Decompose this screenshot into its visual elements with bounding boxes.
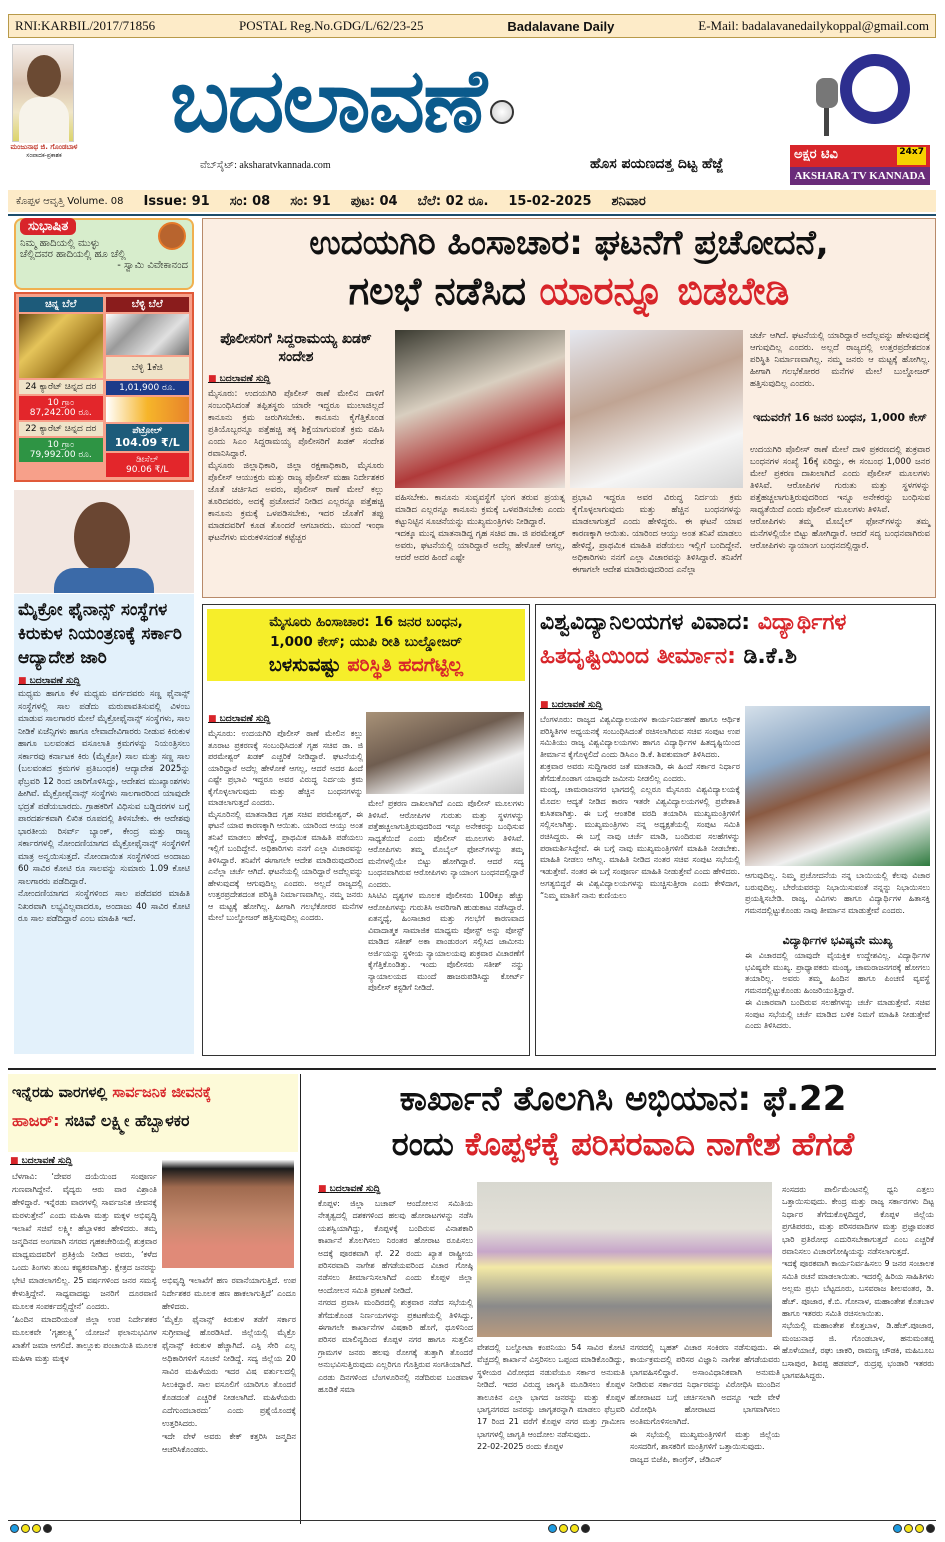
lead-photo-cleric [395, 330, 565, 488]
diesel-box: ಡೀಸೆಲ್ 90.06 ₹/L [106, 453, 190, 477]
factory-headline-1: ಕಾರ್ಖಾನೆ ತೊಲಗಿಸಿ ಅಭಿಯಾನ: ಫೆ.22 [399, 1079, 847, 1119]
microfinance-body: ಮಧ್ಯಮ ಹಾಗೂ ಕೆಳ ಮಧ್ಯಮ ವರ್ಗದವರು ಸಣ್ಣ ಫೈನಾನ್ಸ್ ಸಂಸ್ಥೆಗಳಲ್ಲಿ ಸಾಲ ಪಡೆದು ಮರುಪಾವತಿಸುವಲ್ಲಿ ವಿಳಂಬ ಮಾಡುವ ಸಾಲಗಾರರ ಮೇಲೆ ಮೈಕ್ರೋಫೈನಾನ್ಸ್ ಸಂಸ್ಥೆಗಳು, ಸಾಲ ನೀಡಿಕೆ ಏಜೆನ್ಸಿಗಳು ಹಾಗೂ ಲೇವಾದೇವಿಗಾರರು ನೀಡುವ ಕಿರುಕುಳ ಹಾಗೂ ಬಲವಂತದ ವಸೂಲಾತಿ ಕ್ರಮಗಳನ್ನು ನಿಯಂತ್ರಿಸಲು ಸರ್ಕಾರವು ಕರ್ನಾಟಕ ಕಿರು (ಮೈಕ್ರೋ) ಸಾಲ ಮತ್ತು ಸಣ್ಣ ಸಾಲ (ಬಲವಂತದ ಕ್ರಮಗಳ ಪ್ರತಿಬಂಧಕ) ಆದ್ಯಾದೇಶ 2025ನ್ನು ಫೆಬ್ರವರಿ 12 ರಿಂದ ಜಾರಿಗೊಳಿಸಿದ್ದು, ಆದೇಶದ ಮುಖ್ಯಾಂಶಗಳು ಹೀಗಿವೆ. ಮೈಕ್ರೋಫೈನಾನ್ಸ್ ಸಂಸ್ಥೆಗಳು ಸಾಲಗಾರರಿಂದ ಯಾವುದೇ ಭದ್ರತೆ ಪಡೆಯಬಾರದು. ಗ್ರಾಹಕರಿಗೆ ವಿಧಿಸುವ ಬಡ್ಡಿದರಗಳ ಬಗ್ಗೆ ಪಾರದರ್ಶಕವಾಗಿ ಲಿಖಿತ ರೂಪದಲ್ಲಿ ತಿಳಿಸಬೇಕು. ಈ ಆದೇಶವು ಭಾರತೀಯ ರಿಸರ್ವ್ ಬ್ಯಾಂಕ್, ಕೇಂದ್ರ ಮತ್ತು ರಾಜ್ಯ ಸರ್ಕಾರಗಳಲ್ಲಿ ನೋಂದಣಿಯಾಗದ ಮೈಕ್ರೋಫೈನಾನ್ಸ್ ಸಂಸ್ಥೆಗಳಿಗೆ ಮಾತ್ರ ಅನ್ವಯಿಸುತ್ತದೆ. ನೋಂದಾಯಿತ ಸಂಸ್ಥೆಗಳಿಂದ ಅಂದಾಜು 60 ಸಾವಿರ ಕೋಟಿ ರೂ ಸಾಲವನ್ನು ಸುಮಾರು 1.09 ಕೋಟಿ ಸಾಲಗಾರರು ಪಡೆದಿದ್ದಾರೆ. ನೋಂದಣಿಯಾಗದ ಸಂಸ್ಥೆಗಳಿಂದ ಸಾಲ ಪಡೆದವರ ಮಾಹಿತಿ ನಿಖರವಾಗಿ ಲಭ್ಯವಿಲ್ಲವಾದರೂ, ಅಂದಾಜು 40 ಸಾವಿರ ಕೋಟಿ ರೂ ಸಾಲ ಪಡೆದಿದ್ದಾರೆ ಎಂಬ ಮಾಹಿತಿ ಇದೆ. [18, 689, 190, 924]
lead-col-2: ವಹಿಸಬೇಕು. ಕಾನೂನು ಸುವ್ಯವಸ್ಥೆಗೆ ಭಂಗ ತರುವ ಪ್ರಯತ್ನ ಮಾಡಿದ ಎಲ್ಲರನ್ನೂ ಕಾನೂನು ಕ್ರಮಕ್ಕೆ ಒಳಪಡಿಸಬೇಕು ಎಂದು ಕಟ್ಟುನಿಟ್ಟಿನ ಸೂಚನೆಯನ್ನು ಮುಖ್ಯಮಂತ್ರಿಗಳು ನೀಡಿದ್ದಾರೆ. ಇದಕ್ಕೂ ಮುನ್ನ ಮಾತನಾಡಿದ್ದ ಗೃಹ ಸಚಿವ ಡಾ. ಜಿ ಪರಮೇಶ್ವರ್ ಅವರು, ಘಟನೆಯಲ್ಲಿ ಯಾರಿದ್ದಾರೆ ಅದೆಲ್ಲ ಹೇಳೋಕೆ ಆಗಲ್ಲ, ಆದರೆ ಅದರ ಹಿಂದೆ ಎಷ್ಟೇ [395, 493, 565, 563]
factory-col-3: ನಗರದಲ್ಲಿ ಬೃಹತ್ ವಿಚಾರ ಸಂಕಿರಣ ನಡೆಸುವುದು. ಈ ಕಾರ್ಯಕ್ರಮದಲ್ಲಿ ಪರಿಸರ ವಿಜ್ಞಾನಿ ನಾಗೇಶ ಹೆಗಡೆಯವರು ಭಾಗವಹಿಸಲಿದ್ದಾರೆ. ಅಸಾಂವಿಧಾನಿಕವಾಗಿ ಅನುಮತಿ ನೀಡಿರುವ ಸರ್ಕಾರದ ನಿರ್ಧಾರವನ್ನು ವಿರೋಧಿಸಿ ಮುಂದಿನ ಹೋರಾಟದ ಬಗ್ಗೆ ಚರ್ಚಿಸಲಾಗಿ ಅದನ್ನೂ ಇದೇ ವೇಳೆ ವಿರೋಧಿಸಿ ಹೋರಾಟದ ಭಾಗವಾಗಿಸಲು ಅಂತಿಮಗೊಳಿಸಲಾಗಿದೆ. ಈ ಸಭೆಯಲ್ಲಿ ಮುಖ್ಯಮಂತ್ರಿಗಳಿಗೆ ಮತ್ತು ಜಿಲ್ಲೆಯ ಸಂಸದರಿಗೆ, ಶಾಸಕರಿಗೆ ಮಂತ್ರಿಗಳಿಗೆ ಒತ್ತಾಯಿಸುವುದು. ರಾಜ್ಯದ ಬಿಜೆಪಿ, ಕಾಂಗ್ರೆಸ್, ಜೆಡಿಎಸ್ [630, 1343, 780, 1464]
lead-headline-1: ಉದಯಗಿರಿ ಹಿಂಸಾಚಾರ: ಘಟನೆಗೆ ಪ್ರಚೋದನೆ, [309, 223, 829, 263]
microphone-icon [816, 78, 838, 108]
lead-byline: ■ ಬದಲಾವಣೆ ಸುದ್ದಿ [208, 374, 270, 384]
registration-marks-center [548, 1524, 590, 1533]
masthead-title: ಬದಲಾವಣೆ [170, 49, 486, 152]
university-headline-1: ವಿಶ್ವವಿದ್ಯಾನಿಲಯಗಳ ವಿವಾದ: ವಿದ್ಯಾರ್ಥಿಗಳ [540, 610, 847, 635]
gold22-price-box: 10 ಗ್ರಾಂ 79,992.00 ರೂ. [19, 438, 103, 462]
editor-name: ಮಂಜುನಾಥ ಜಿ. ಗೊಂಡಬಾಳ [10, 143, 78, 151]
factory-headline-2: ರಂದು ಕೊಪ್ಪಳಕ್ಕೆ ಪರಿಸರವಾದಿ ನಾಗೇಶ ಹೆಗಡೆ [391, 1125, 855, 1163]
section-divider [8, 1068, 936, 1070]
mysuru-headline-1: ಮೈಸೂರು ಹಿಂಸಾಚಾರ: 16 ಜನರ ಬಂಧನ, [269, 614, 463, 630]
university-subhead: ವಿದ್ಯಾರ್ಥಿಗಳ ಭವಿಷ್ಯವೇ ಮುಖ್ಯ [782, 934, 893, 947]
subhashita-line-2: ಚೆಲ್ಲಿದವರ ಹಾದಿಯಲ್ಲಿ ಹೂ ಚೆಲ್ಲಿ [20, 249, 126, 260]
hebbalkar-photo [162, 1160, 294, 1268]
lead-col-4: ಚರ್ಚೆ ಆಗಿದೆ. ಘಟನೆಯಲ್ಲಿ ಯಾರಿದ್ದಾರೆ ಅದೆಲ್ಲವನ್ನು ಹೇಳುವುದಕ್ಕೆ ಆಗುವುದಿಲ್ಲ ಎಂದರು. ಅಲ್ಲದೆ ರಾಜ್ಯದಲ್ಲಿ ಉತ್ತರಪ್ರದೇಶದಂತ ಪರಿಸ್ಥಿತಿ ನಿರ್ಮಾಣವಾಗಿಲ್ಲ. ನಮ್ಮ ಜನರು ಆ ಮಟ್ಟಕ್ಕೆ ಹೋಗಿಲ್ಲ. ಹೀಗಾಗಿ ಗಲಭೆಕೋರರ ಮನೆಗಳ ಮೇಲೆ ಬುಲ್ಡೋಜರ್ ಹತ್ತಿಸುವುದಿಲ್ಲ ಎಂದರು. [750, 331, 930, 389]
lead-col-1: ಮೈಸೂರು: ಉದಯಗಿರಿ ಪೊಲೀಸ್ ಠಾಣೆ ಮೇಲಿನ ದಾಳಿಗೆ ಸಂಬಂಧಿಸಿದಂತೆ ತಪ್ಪಿತಸ್ಥರು ಯಾರೇ ಇದ್ದರೂ ಮುಲಾಜಿಲ್ಲದೆ ಕಾನೂನು ಕ್ರಮ ಜರುಗಿಸಬೇಕು. ಕಾನೂನು ಕೈಗೆತ್ತಿಕೊಂಡ ಪ್ರತಿಯೊಬ್ಬರನ್ನೂ ಪತ್ತೆಹಚ್ಚಿ ತಕ್ಕ ಶಿಕ್ಷೆಯಾಗುವಂತೆ ಕ್ರಮ ವಹಿಸಿ ಎಂದು ಸಿಎಂ ಸಿದ್ದರಾಮಯ್ಯ ಪೊಲೀಸರಿಗೆ ಖಡಕ್ ಸಂದೇಶ ರವಾನಿಸಿದ್ದಾರೆ. ಮೈಸೂರು ಜಿಲ್ಲಾಧಿಕಾರಿ, ಜಿಲ್ಲಾ ರಕ್ಷಣಾಧಿಕಾರಿ, ಮೈಸೂರು ಪೊಲೀಸ್ ಆಯುಕ್ತರು ಮತ್ತು ರಾಜ್ಯ ಪೊಲೀಸ್ ಮಹಾ ನಿರ್ದೇಶಕರ ಜೊತೆ ಚರ್ಚಿಸಿದ ಅವರು, ಪೊಲೀಸ್ ಠಾಣೆ ಮೇಲೆ ಕಲ್ಲು ತೂರಿದವರು, ಅದಕ್ಕೆ ಪ್ರಚೋದನೆ ನೀಡಿದ ಎಲ್ಲರನ್ನೂ ಪತ್ತೆಹಚ್ಚಿ ಕಾನೂನು ಕ್ರಮಕ್ಕೆ ಒಳಪಡಿಸಬೇಕು, ಇದರ ಜೊತೆಗೆ ತಪ್ಪು ಮಾಡದವರಿಗೆ ಕೂಡ ತೊಂದರೆ ಆಗಬಾರದು. ಮುಂದೆ ಇಂಥಾ ಘಟನೆಗಳು ಮರುಕಳಿಸದಂತೆ ಕಟ್ಟೆಚ್ಚರ [208, 389, 384, 543]
university-byline: ■ ಬದಲಾವಣೆ ಸುದ್ದಿ [540, 700, 602, 710]
footer-rule [8, 1520, 936, 1521]
petrol-box: ಪೆಟ್ರೋಲ್ 104.09 ₹/L [106, 424, 190, 451]
lead-col-3: ಪ್ರಭಾವಿ ಇದ್ದರೂ ಅವರ ವಿರುದ್ಧ ನಿರ್ದಯ ಕ್ರಮ ಕೈಗೊಳ್ಳಲಾಗುವುದು ಮತ್ತು ಹೆಚ್ಚಿನ ಬಂಧನಗಳನ್ನು ಮಾಡಲಾಗುತ್ತದೆ ಎಂದು ಹೇಳಿದ್ದರು. ಈ ಘಟನೆ ಯಾವ ಕಾರಣಕ್ಕಾಗಿ ಆಯಿತು. ಯಾರಿಂದ ಆಯ್ತು ಅಂತ ತನಿಖೆ ಮಾಡಲು ಹೇಳಿದ್ದೆ, ಪ್ರಾಥಮಿಕ ಮಾಹಿತಿ ಪಡೆಯಲು ಇಲ್ಲಿಗೆ ಬಂದಿದ್ದೇನೆ. ಅಧಿಕಾರಿಗಳು ನನಗೆ ಎಲ್ಲಾ ವಿಚಾರವನ್ನು ತಿಳಿಸಿದ್ದಾರೆ. ತನಿಖೆಗೆ ಈಗಾಗಲೇ ಆದೇಶ ಮಾಡಿರುವುದರಿಂದ ಎನೆಲ್ಲಾ [572, 493, 742, 575]
microfinance-photo [14, 490, 194, 593]
paper-name-en: Badalavane Daily [507, 18, 615, 34]
sam-2: ಸಂ: 91 [290, 193, 331, 209]
mysuru-headline-box [207, 609, 525, 681]
gold22-label: 22 ಕ್ಯಾರೆಟ್ ಚಿನ್ನದ ದರ [19, 422, 103, 436]
subhashita-author: - ಸ್ವಾಮಿ ವಿವೇಕಾನಂದ [117, 260, 188, 271]
mysuru-photo-parameshwar [366, 712, 524, 794]
website[interactable]: ವೆಬ್‌ಸೈಟ್: aksharatvkannada.com [200, 160, 331, 171]
editor-role: ಸಂಪಾದಕ-ಪ್ರಕಾಶಕ [26, 152, 62, 159]
postal-reg: POSTAL Reg.No.GDG/L/62/23-25 [239, 18, 424, 33]
factory-headline [310, 1076, 936, 1166]
hebbalkar-col-2: ಅಭಿವೃದ್ಧಿ ಇಲಾಖೆಗೆ ಹಣ ರವಾನೆಯಾಗುತ್ತಿದೆ. ಉಪ ನಿರ್ದೇಶಕರ ಮೂಲಕ ಹಣ ಹಾಕಲಾಗುತ್ತಿದೆ’ ಎಂದೂ ಹೇಳಿದರು. ‘ಮೈಕ್ರೊ ಫೈನಾನ್ಸ್ ಕಿರುಕುಳ ತಡೆಗೆ ಸರ್ಕಾರ ಸುಗ್ರೀವಾಜ್ಞೆ ಹೊರಡಿಸಿದೆ. ಜಿಲ್ಲೆಯಲ್ಲಿ ಮೈಕ್ರೊ ಫೈನಾನ್ಸ್ ಕಿರುಕುಳ ಹೆಚ್ಚಾಗಿದೆ. ಎಸ್ಪಿ ಸೇರಿ ಎಲ್ಲ ಅಧಿಕಾರಿಗಳಿಗೆ ಸೂಚನೆ ನೀಡಿದ್ದೆ. ಸದ್ಯ ಜಿಲ್ಲೆಯ 20 ಸಾವಿರ ಮಹಿಳೆಯರು ಇದರ ವಿಷ ವರ್ತುಲದಲ್ಲಿ ಸಿಲುಕಿದ್ದಾರೆ. ಸಾಲ ವಸೂಲಿಗೆ ಯಾರಿಗೂ ತೊಂದರೆ ಕೊಡದಂತೆ ಎಚ್ಚರಿಕೆ ನೀಡಲಾಗಿದೆ. ಮಹಿಳೆಯರು ಎದೆಗುಂದಬಾರದು’ ಎಂದು ಪ್ರಶ್ನೆಯೊಂದಕ್ಕೆ ಉತ್ತರಿಸಿದರು. ಇದೇ ವೇಳೆ ಅವರು ಕೇಕ್ ಕತ್ತರಿಸಿ ಜನ್ಮದಿನ ಆಚರಿಸಿಕೊಂಡರು. [162, 1276, 296, 1454]
tv-logo-ring [840, 54, 910, 124]
subhashita-line-1: ನಿಮ್ಮ ಹಾದಿಯಲ್ಲಿ ಮುಳ್ಳು [20, 238, 100, 249]
column-divider [300, 1074, 301, 1524]
subhashita-tag: ಸುಭಾಷಿತ [20, 218, 76, 235]
akshara-tv-logo [810, 48, 920, 144]
gold24-price-box: 10 ಗ್ರಾಂ 87,242.00 ರೂ. [19, 396, 103, 420]
hebbalkar-col-1: ಬೆಳಗಾವಿ: ‘ದೇವರ ದಯೆಯಿಂದ ಸಂಪೂರ್ಣ ಗುಣವಾಗಿದ್ದೇನೆ. ವೈದ್ಯರು ಆರು ವಾರ ವಿಶ್ರಾಂತಿ ಹೇಳಿದ್ದಾರೆ. ಇನ್ನೆರಡು ವಾರಗಳಲ್ಲಿ ಸಾರ್ವಜನಿಕ ಜೀವನಕ್ಕೆ ಮರಳುತ್ತೇನೆ’ ಎಂದು ಮಹಿಳಾ ಮತ್ತು ಮಕ್ಕಳ ಅಭಿವೃದ್ಧಿ ಇಲಾಖೆ ಸಚಿವೆ ಲಕ್ಷ್ಮೀ ಹೆಬ್ಬಾಳಕರ ಹೇಳಿದರು. ತಮ್ಮ ಜನ್ಮದಿನದ ಅಂಗವಾಗಿ ನಗರದ ಗೃಹಕಚೇರಿಯಲ್ಲಿ ಶುಕ್ರವಾರ ಮಾಧ್ಯಮದವರಿಗೆ ಪ್ರತಿಕ್ರಿಯೆ ನೀಡಿದ ಅವರು, ‘ಕಳೆದ ಒಂದು ತಿಂಗಳು ತುಂಬ ಕಷ್ಟಕರವಾಗಿತ್ತು. ಕ್ಷೇತ್ರದ ಜನರನ್ನು ಭೇಟಿ ಮಾಡಲಾಗಲಿಲ್ಲ. 25 ವರ್ಷಗಳಿಂದ ಜನರ ಸಮಸ್ಯೆ ಕೇಳುತ್ತಿದ್ದೇನೆ. ಸಾಧ್ಯವಾದಷ್ಟು ಜನರಿಗೆ ದೂರವಾಣಿ ಮೂಲಕ ಸಂಪರ್ಕದಲ್ಲಿದ್ದೇನೆ’ ಎಂದರು. ‘ಹಿಂದಿನ ಮಾದರಿಯಂತೆ ಜಿಲ್ಲಾ ಉಪ ನಿರ್ದೇಶಕರ ಮೂಲಕವೇ ‘ಗೃಹಲಕ್ಷ್ಮಿ’ ಯೋಜನೆ ಫಲಾನುಭವಿಗಳ ಖಾತೆಗೆ ಜಮಾ ಆಗಲಿದೆ. ತಾಲ್ಲೂಕು ಪಂಚಾಯಿತಿ ಮೂಲಕ ಮಹಿಳಾ ಮತ್ತು ಮಕ್ಕಳ [12, 1172, 157, 1363]
microfinance-article [14, 594, 194, 1054]
silver-bars-image [106, 314, 190, 355]
lead-col-4-subhead: ಇದುವರೆಗೆ 16 ಜನರ ಬಂಧನ, 1,000 ಕೇಸ್ [753, 411, 927, 424]
minister-saree [54, 568, 154, 593]
lead-col-4b: ಉದಯಗಿರಿ ಪೊಲೀಸ್ ಠಾಣೆ ಮೇಲೆ ದಾಳಿ ಪ್ರಕರಣದಲ್ಲಿ ಶುಕ್ರವಾರ ಬಂಧನಗಳ ಸಂಖ್ಯೆ 16ಕ್ಕೆ ಏರಿದ್ದು, ಈ ಸಂಬಂಧ 1,000 ಜನರ ಮೇಲೆ ಪ್ರಕರಣ ದಾಖಲಾಗಿದೆ ಎಂದು ಪೊಲೀಸ್ ಮೂಲಗಳು ತಿಳಿಸಿವೆ. ಆರೋಪಿಗಳ ಗುರುತು ಮತ್ತು ಸ್ಥಳಗಳನ್ನು ಪತ್ತೆಹಚ್ಚಲಾಗುತ್ತಿರುವುದರಿಂದ ಇನ್ನೂ ಅನೇಕರನ್ನು ಬಂಧಿಸುವ ಸಾಧ್ಯತೆಯಿದೆ ಎಂದು ಪೊಲೀಸ್ ಮೂಲಗಳು ತಿಳಿಸಿವೆ. ಆರೋಪಿಗಳು ತಮ್ಮ ಮೊಬೈಲ್ ಫೋನ್‌ಗಳನ್ನು ತಮ್ಮ ಮನೆಗಳಲ್ಲಿಯೇ ಬಿಟ್ಟು ಹೋಗಿದ್ದಾರೆ. ಆದರೆ ಸದ್ಯ ಬಂಧನವಾಗಿರುವ ಆರೋಪಿಗಳು ನ್ಯಾಯಾಂಗ ಬಂಧನದಲ್ಲಿದ್ದಾರೆ. [750, 445, 930, 551]
subhashita-box [14, 218, 194, 290]
hebbalkar-headline-1: ಇನ್ನೆರಡು ವಾರಗಳಲ್ಲಿ ಸಾರ್ವಜನಿಕ ಜೀವನಕ್ಕೆ [12, 1085, 212, 1101]
lead-headline-2: ಗಲಭೆ ನಡೆಸಿದ ಯಾರನ್ನೂ ಬಿಡಬೇಡಿ [348, 269, 790, 313]
factory-byline: ■ ಬದಲಾವಣೆ ಸುದ್ದಿ [318, 1184, 380, 1194]
rates-panel [14, 292, 194, 482]
microfinance-byline: ■ ಬದಲಾವಣೆ ಸುದ್ದಿ [18, 676, 190, 686]
editor-body [19, 97, 69, 143]
factory-col-1: ಕೊಪ್ಪಳ: ಜಿಲ್ಲಾ ಬಚಾವ್ ಆಂದೋಲನ ಸಮಿತಿಯ ನೇತೃತ್ವದಲ್ಲಿ ದಶಕಗಳಿಂದ ಹಲವು ಹೋರಾಟಗಳನ್ನು ನಡೆಸಿ ಯಶಸ್ವಿಯಾಗಿದ್ದು, ಕೊಪ್ಪಳಕ್ಕೆ ಬಂದಿರುವ ವಿನಾಶಕಾರಿ ಕಾರ್ಖಾನೆ ತೊಲಗಿಸಲು ನಿರಂತರ ಹೋರಾಟ ರೂಪಿಸಲು ಅದಕ್ಕೆ ಪೂರಕವಾಗಿ ಫೆ. 22 ರಂದು ಖ್ಯಾತ ರಾಷ್ಟ್ರೀಯ ಪರಿಸರವಾದಿ ನಾಗೇಶ ಹೆಗಡೆಯವರಿಂದ ವಿಚಾರ ಗೋಷ್ಠಿ ನಡೆಸಲು ತೀರ್ಮಾನಿಸಲಾಗಿದೆ ಎಂದು ಕೊಪ್ಪಳ ಜಿಲ್ಲಾ ಆಂದೋಲನ ಸಮಿತಿ ಪ್ರಕಟಣೆ ನೀಡಿದೆ. ನಗರದ ಪ್ರವಾಸಿ ಮಂದಿರದಲ್ಲಿ ಶುಕ್ರವಾರ ನಡೆದ ಸಭೆಯಲ್ಲಿ ತೆಗೆದುಕೊಂಡ ನಿರ್ಣಯಗಳನ್ನು ಪ್ರಕಟಣೆಯಲ್ಲಿ ತಿಳಿಸಿದ್ದು, ಈಗಾಗಲೇ ಕಾರ್ಖಾನೆಗಳ ವಿಷಕಾರಿ ಹೊಗೆ, ಧೂಳಿನಿಂದ ಪರಿಸರ ಮಾಲಿನ್ಯದಿಂದ ಕೊಪ್ಪಳ ನಗರ ಹಾಗೂ ಸುತ್ತಲಿನ ಗ್ರಾಮಗಳ ಜನರು ಹಲವು ರೋಗಕ್ಕೆ ತುತ್ತಾಗಿ ತೊಂದರೆ ಅನುಭವಿಸುತ್ತಿರುವುದು ಎಲ್ಲರಿಗೂ ಗೊತ್ತಿರುವ ಸಂಗತಿಯಾಗಿದೆ. ಎರಡು ದಿನಗಳಿಂದ ಬೆಂಗಳೂರಿನಲ್ಲಿ ನಡೆದಿರುವ ಬಂಡವಾಳ ಹೂಡಿಕೆ ಸಮಾ [318, 1199, 473, 1395]
mysuru-col-2: ಮೇಲೆ ಪ್ರಕರಣ ದಾಖಲಾಗಿದೆ ಎಂದು ಪೊಲೀಸ್ ಮೂಲಗಳು ತಿಳಿಸಿವೆ. ಆರೋಪಿಗಳ ಗುರುತು ಮತ್ತು ಸ್ಥಳಗಳನ್ನು ಪತ್ತೆಹಚ್ಚಲಾಗುತ್ತಿರುವುದರಿಂದ ಇನ್ನೂ ಅನೇಕರನ್ನು ಬಂಧಿಸುವ ಸಾಧ್ಯತೆಯಿದೆ ಎಂದು ಪೊಲೀಸ್ ಮೂಲಗಳು ತಿಳಿಸಿವೆ. ಆರೋಪಿಗಳು ತಮ್ಮ ಮೊಬೈಲ್ ಫೋನ್‌ಗಳನ್ನು ತಮ್ಮ ಮನೆಗಳಲ್ಲಿಯೇ ಬಿಟ್ಟು ಹೋಗಿದ್ದಾರೆ. ಆದರೆ ಸದ್ಯ ಬಂಧನವಾಗಿರುವ ಆರೋಪಿಗಳು ನ್ಯಾಯಾಂಗ ಬಂಧನದಲ್ಲಿದ್ದಾರೆ ಎಂದರು. ಸಿಸಿಟಿವಿ ದೃಶ್ಯಗಳ ಮೂಲಕ ಪೊಲೀಸರು 100ಕ್ಕೂ ಹೆಚ್ಚು ಆರೋಪಿಗಳನ್ನು ಗುರುತಿಸಿ ಅವರಿಗಾಗಿ ಹುಡುಕಾಟ ನಡೆಸಿದ್ದಾರೆ. ಏತನ್ಮಧ್ಯೆ, ಹಿಂಸಾಚಾರ ಮತ್ತು ಗಲಭೆಗೆ ಕಾರಣವಾದ ವಿವಾದಾತ್ಮಕ ಸಾಮಾಜಿಕ ಮಾಧ್ಯಮ ಪೋಸ್ಟ್ ಅನ್ನು ಪೋಸ್ಟ್ ಮಾಡಿದ ಸತೀಶ್ ಅಕಾ ಪಾಂಡುರಂಗ ಸಲ್ಲಿಸಿದ ಜಾಮೀನು ಅರ್ಜಿಯನ್ನು ಸ್ಥಳೀಯ ನ್ಯಾಯಾಲಯವು ಶುಕ್ರವಾರ ವಿಚಾರಣೆಗೆ ಕೈಗೆತ್ತಿಕೊಂಡಿತ್ತು. ಇಂದು ಪೊಲೀಸರು ಸತೀಶ್ ನನ್ನು ನ್ಯಾಯಾಲಯದ ಮುಂದೆ ಹಾಜರುಪಡಿಸಿದ್ದು ಕೋರ್ಟ್ ಪೊಲೀಸ್ ಕಸ್ಟಡಿಗೆ ನೀಡಿದೆ. [368, 799, 524, 992]
gold-bars-image [19, 314, 103, 378]
edition-label: ಕೊಪ್ಪಳ ಆವೃತ್ತಿ Volume. 08 [16, 195, 124, 207]
tagline: ಹೊಸ ಪಯಣದತ್ತ ದಿಟ್ಟ ಹೆಜ್ಜೆ [590, 156, 724, 172]
factory-col-2: ವೇಶದಲ್ಲಿ ಬಲ್ಡೋಟಾ ಕಂಪನಿಯು 54 ಸಾವಿರ ಕೋಟಿ ವೆಚ್ಚದಲ್ಲಿ ಕಾರ್ಖಾನೆ ವಿಸ್ತರಿಸಲು ಒಪ್ಪಂದ ಮಾಡಿಕೊಂಡಿದ್ದು, ಸ್ಥಳೀಯರ ವಿರೋಧದ ನಡುವೆಯೂ ಸರ್ಕಾರ ಅನುಮತಿ ನೀಡಿದೆ. ಇದರ ವಿರುದ್ಧ ಜಾಗೃತಿ ಮೂಡಿಸಲು ಕೊಪ್ಪಳ ತಾಲೂಕಿನ ಎಲ್ಲಾ ಭಾಗದ ಜನರನ್ನು ಮತ್ತು ಕೊಪ್ಪಳ ಭಾಗ್ಯನಗರದ ಜನರನ್ನು ಜಾಗೃತರನ್ನಾಗಿ ಮಾಡಲು ಫೆಬ್ರವರಿ 17 ರಿಂದ 21 ವರೆಗೆ ಕೊಪ್ಪಳ ನಗರ ಮತ್ತು ಗ್ರಾಮೀಣ ಭಾಗಗಳಲ್ಲಿ ಜಾಗೃತಿ ಆಂದೋಲ ನಡೆಸುವುದು. 22-02-2025 ರಂದು ಕೊಪ್ಪಳ [477, 1343, 625, 1452]
email[interactable]: E-Mail: badalavanedailykoppal@gmail.com [698, 18, 929, 33]
lead-subhead: ಪೊಲೀಸರಿಗೆ ಸಿದ್ದರಾಮಯ್ಯ ಖಡಕ್ ಸಂದೇಶ [220, 331, 372, 365]
tv-badge-24x7: 24x7 [897, 147, 926, 165]
university-col-1: ಬೆಂಗಳೂರು: ರಾಜ್ಯದ ವಿಶ್ವವಿದ್ಯಾಲಯಗಳ ಕಾರ್ಯನಿರ್ವಹಣೆ ಹಾಗೂ ಆರ್ಥಿಕ ಪರಿಸ್ಥಿತಿಗಳ ಅಧ್ಯಯನಕ್ಕೆ ಸಂಬಂಧಿಸಿದಂತೆ ರಚಿಸಲಾಗಿರುವ ಸಚಿವ ಸಂಪುಟ ಉಪ ಸಮಿತಿಯು ರಾಜ್ಯ ವಿಶ್ವವಿದ್ಯಾಲಯಗಳು ಹಾಗೂ ವಿದ್ಯಾರ್ಥಿಗಳ ಹಿತದೃಷ್ಟಿಯಿಂದ ತೀರ್ಮಾನ ಕೈಗೊಳ್ಳಲಿದೆ ಎಂದು ಡಿಸಿಎಂ ಡಿ.ಕೆ. ಶಿವಕುಮಾರ್ ತಿಳಿಸಿದರು. ಶುಕ್ರವಾರ ಅವರು ಸುದ್ದಿಗಾರರ ಜತೆ ಮಾತನಾಡಿ, ಈ ಹಿಂದೆ ಸರ್ಕಾರ ನಿರ್ಧಾರ ತೆಗೆದುಕೊಂಡಾಗ ಯಾವುದೇ ಜಮೀನು ನೀಡಲಿಲ್ಲ ಎಂದರು. ಮಂಡ್ಯ, ಚಾಮರಾಜನಗರ ಭಾಗದಲ್ಲಿ ಎಲ್ಲರೂ ಮೈಸೂರು ವಿಶ್ವವಿದ್ಯಾಲಯಕ್ಕೆ ಮೊದಲ ಆದ್ಯತೆ ನೀಡಿದ ಕಾರಣ ಇತರೇ ವಿಶ್ವವಿದ್ಯಾಲಯಗಳಲ್ಲಿ ಪ್ರವೇಶಾತಿ ಕುಸಿತವಾಗಿತ್ತು. ಈ ಬಗ್ಗೆ ಆಂತರಿಕ ವರದಿ ತಯಾರಿಸಿ ಮುಖ್ಯಮಂತ್ರಿಗಳಿಗೆ ಸಲ್ಲಿಸಲಾಗಿತ್ತು. ಮುಖ್ಯಮಂತ್ರಿಗಳು ನನ್ನ ಅಧ್ಯಕ್ಷತೆಯಲ್ಲಿ ಸಂಪುಟ ಸಮಿತಿ ರಚಿಸಿದ್ದರು. ಈ ಬಗ್ಗೆ ನಾವು ಚರ್ಚೆ ಮಾಡಿ, ಬಂದಿರುವ ಸಲಹೆಗಳನ್ನು ಪರಾಮರ್ಶಿಸಿದ್ದೇವೆ. ಈ ಬಗ್ಗೆ ನಾವು ಮುಖ್ಯಮಂತ್ರಿಗಳಿಗೆ ಮಾಹಿತಿ ನೀಡಬೇಕು. ಮಾಹಿತಿ ನೀಡಲು ಆಗಿಲ್ಲ. ಮಾಹಿತಿ ನೀಡಿದ ನಂತರ ಸಚಿವ ಸಂಪುಟ ಸಭೆಯಲ್ಲಿ ಇಡುತ್ತೇವೆ. ನಂತರ ಈ ಬಗ್ಗೆ ಸಂಪೂರ್ಣ ಮಾಹಿತಿ ನೀಡುತ್ತೇವೆ ಎಂದು ಹೇಳಿದರು. ಅಗತ್ಯಬಿದ್ದರೆ ಈ ವಿಶ್ವವಿದ್ಯಾಲಯಗಳನ್ನು ಮುಚ್ಚಿಸುತ್ತೀರಾ ಎಂದು ಕೇಳಿದಾಗ, “ನಿಮ್ಮ ಮಾತಿಗೆ ನಾನು ಕುಣಿಯಲು [540, 715, 740, 900]
mic-stand [824, 108, 829, 136]
silver-column [106, 297, 190, 477]
university-photo-dks [745, 706, 930, 866]
editor-photo [12, 44, 74, 142]
lead-photo-siddaramaiah [570, 330, 743, 488]
university-col-2b: ಈ ವಿಚಾರದಲ್ಲಿ ಯಾವುದೇ ವೈಯಕ್ತಿಕ ಉದ್ದೇಶವಿಲ್ಲ. ವಿದ್ಯಾರ್ಥಿಗಳ ಭವಿಷ್ಯವೇ ಮುಖ್ಯ. ಪ್ರಾಧ್ಯಾಪಕರು ಮಂಡ್ಯ, ಚಾಮರಾಜನಗರಕ್ಕೆ ಹೋಗಲು ತಯಾರಿಲ್ಲ. ಅವರು ತಮ್ಮ ಹಿಂದಿನ ಹಾಗೂ ಪಿಂಚಣಿ ವ್ಯವಸ್ಥೆ ಗಮನದಲ್ಲಿಟ್ಟುಕೊಂಡು ಹಿಂಜರಿಯುತ್ತಿದ್ದಾರೆ. ಈ ವಿಚಾರವಾಗಿ ಬಂದಿರುವ ಸಲಹೆಗಳನ್ನು ಚರ್ಚೆ ಮಾಡುತ್ತೇವೆ. ಸಚಿವ ಸಂಪುಟ ಸಭೆಯಲ್ಲಿ ಚರ್ಚೆ ಮಾಡಿದ ಬಳಿಕ ನಿಮಗೆ ಮಾಹಿತಿ ನೀಡುತ್ತೇವೆ ಎಂದು ತಿಳಿಸಿದರು. [745, 951, 930, 1031]
sam-1: ಸಂ: 08 [229, 193, 271, 209]
info-bar [8, 190, 936, 212]
tv-name-en: AKSHARA TV KANNADA [790, 167, 930, 185]
hebbalkar-headline-box [8, 1074, 298, 1152]
registration-marks-left [10, 1524, 52, 1533]
price: ಬೆಲೆ: 02 ರೂ. [417, 193, 489, 209]
masthead-divider [8, 214, 936, 216]
factory-col-4: ಸಂಸದರು ಪಾರ್ಲಿಮೆಂಟನಲ್ಲಿ ಧ್ವನಿ ಎತ್ತಲು ಒತ್ತಾಯಿಸುವುದು. ಕೇಂದ್ರ ಮತ್ತು ರಾಜ್ಯ ಸರ್ಕಾರಗಳು ದಿಟ್ಟ ನಿರ್ಧಾರ ತೆಗೆದುಕೊಳ್ಳದಿದ್ದರೆ, ಕೊಪ್ಪಳ ಜಿಲ್ಲೆಯ ಪ್ರಗತಿಪರರು, ಮತ್ತು ಪರಿಸರವಾದಿಗಳ ಮತ್ತು ಪ್ರಜ್ಞಾವಂತರ ಭಾರಿ ಪ್ರತಿರೋಧ ಎದುರಿಸಬೇಕಾಗುತ್ತದೆ ಎಂಬ ಎಚ್ಚರಿಕೆ ರವಾನಿಸಲು ವಿಚಾರಗೋಷ್ಠಿಯನ್ನು ನಡೆಸಲಾಗುತ್ತದೆ. ಇದಕ್ಕೆ ಪೂರಕವಾಗಿ ಕಾರ್ಯನಿರ್ವಹಿಸಲು 9 ಜನರ ಸಂಚಾಲಕ ಸಮಿತಿ ರಚನೆ ಮಾಡಲಾಯಿತು. ಇದರಲ್ಲಿ ಹಿರಿಯ ಸಾಹಿತಿಗಳು ಅಲ್ಲಮ ಪ್ರಭು ಬೆಟ್ಟದೂರು, ಬಸವರಾಜ ಶೀಲವಂತರ, ಡಿ. ಹೆಚ್. ಪೂಜಾರ, ಕೆ.ಬಿ. ಗೋನಾಳ, ಮಹಾಂತೇಶ ಕೊತಬಾಳ ಹಾಗೂ ಇತರರು ಸಮಿತಿ ರಚಿಸಲಾಯಿತು. ಸಭೆಯಲ್ಲಿ ಮಹಾಂತೇಶ ಕೊತ್ತಬಾಳ, ಡಿ.ಹೆಚ್.ಪೂಜಾರ, ಮಂಜುನಾಥ ಜಿ. ಗೊಂಡಬಾಳ, ಹನುಮಂತಪ್ಪ ಹೊಳೆಯಾಚೆ, ರಘು ಚಾಕರಿ, ರಾಮಣ್ಣ ಚೌಡಕಿ, ಮಹಿಬೂಬ ಬಸಾಪುರ, ಶಿವಪ್ಪ ಹಡಪದ್, ರುದ್ರಪ್ಪ ಭಂಡಾರಿ ಇತರರು ಭಾಗವಹಿಸಿದ್ದರು. [782, 1185, 934, 1381]
microfinance-headline: ಮೈಕ್ರೋ ಫೈನಾನ್ಸ್ ಸಂಸ್ಥೆಗಳ ಕಿರುಕುಳ ನಿಯಂತ್ರಣಕ್ಕೆ ಸರ್ಕಾರಿ ಆದ್ಯಾದೇಶ ಜಾರಿ [18, 600, 182, 668]
compass-icon [490, 100, 514, 124]
university-col-2: ಆಗುವುದಿಲ್ಲ. ನಿಮ್ಮ ಪ್ರಚೋದನೆಯ ನನ್ನ ಬಾಯಿಯಲ್ಲಿ ಕೆಲವು ವಿಚಾರ ಬರುವುದಿಲ್ಲ. ಬೇರೆಯವರನ್ನು ನಿಭಾಯಿಸುವಂತೆ ನನ್ನನ್ನು ನಿಭಾಯಿಸಲು ಪ್ರಯತ್ನಿಸಬೇಡಿ. ರಾಜ್ಯ, ವಿವಿಗಳು ಹಾಗೂ ವಿದ್ಯಾರ್ಥಿಗಳ ಹಿತಾಸಕ್ತಿ ಗಮನದಲ್ಲಿಟ್ಟುಕೊಂಡು ನಾವು ತೀರ್ಮಾನ ಮಾಡುತ್ತೇವೆ ಎಂದರು. [745, 871, 930, 916]
hebbalkar-headline-2: ಹಾಜರ್: ಸಚಿವೆ ಲಕ್ಷ್ಮೀ ಹೆಬ್ಬಾಳಕರ [12, 1111, 190, 1130]
factory-group-photo [477, 1182, 772, 1337]
tv-name: ಅಕ್ಷರ ಟಿವಿ [794, 147, 838, 162]
silver-label: ಬೆಳ್ಳಿ 1ಕೆಜಿ [106, 357, 190, 379]
akshara-tv-badge [790, 145, 930, 187]
gold24-label: 24 ಕ್ಯಾರೆಟ್ ಚಿನ್ನದ ದರ [19, 380, 103, 394]
rni-number: RNI:KARBIL/2017/71856 [15, 18, 156, 33]
silver-header: ಬೆಳ್ಳಿ ಬೆಲೆ [106, 297, 190, 312]
hebbalkar-byline: ■ ಬದಲಾವಣೆ ಸುದ್ದಿ [10, 1156, 72, 1166]
editor-face [27, 55, 61, 97]
top-strip [8, 14, 936, 38]
mysuru-col-1: ಮೈಸೂರು: ಉದಯಗಿರಿ ಪೊಲೀಸ್ ಠಾಣೆ ಮೇಲಿನ ಕಲ್ಲು ತೂರಾಟ ಪ್ರಕರಣಕ್ಕೆ ಸಂಬಂಧಿಸಿದಂತೆ ಗೃಹ ಸಚಿವ ಡಾ. ಜಿ ಪರಮೇಶ್ವರ್ ಖಡಕ್ ಎಚ್ಚರಿಕೆ ನೀಡಿದ್ದಾರೆ. ಘಟನೆಯಲ್ಲಿ ಯಾರಿದ್ದಾರೆ ಅದೆಲ್ಲ ಹೇಳೋಕೆ ಆಗಲ್ಲ, ಆದರೆ ಅದರ ಹಿಂದೆ ಎಷ್ಟೇ ಪ್ರಭಾವಿ ಇದ್ದರೂ ಅವರ ವಿರುದ್ಧ ನಿರ್ದಯ ಕ್ರಮ ಕೈಗೊಳ್ಳಲಾಗುವುದು ಮತ್ತು ಹೆಚ್ಚಿನ ಬಂಧನಗಳನ್ನು ಮಾಡಲಾಗುತ್ತದೆ ಎಂದರು. ಮೈಸೂರಿನಲ್ಲಿ ಮಾತನಾಡಿದ ಗೃಹ ಸಚಿವ ಪರಮೇಶ್ವರ್, ಈ ಘಟನೆ ಯಾವ ಕಾರಣಕ್ಕಾಗಿ ಆಯಿತು. ಯಾರಿಂದ ಆಯ್ತು ಅಂತ ತನಿಖೆ ಮಾಡಲು ಹೇಳಿದ್ದೆ, ಪ್ರಾಥಮಿಕ ಮಾಹಿತಿ ಪಡೆಯಲು ಇಲ್ಲಿಗೆ ಬಂದಿದ್ದೇನೆ. ಅಧಿಕಾರಿಗಳು ನನಗೆ ಎಲ್ಲಾ ವಿಚಾರವನ್ನು ತಿಳಿಸಿದ್ದಾರೆ. ತನಿಖೆಗೆ ಈಗಾಗಲೇ ಆದೇಶ ಮಾಡಿರುವುದರಿಂದ ಎನೆಲ್ಲಾ ಚರ್ಚೆ ಆಗಿದೆ. ಘಟನೆಯಲ್ಲಿ ಯಾರಿದ್ದಾರೆ ಅದೆಲ್ಲವನ್ನು ಹೇಳುವುದಕ್ಕೆ ಆಗುವುದಿಲ್ಲ ಎಂದರು. ಅಲ್ಲದೆ ರಾಜ್ಯದಲ್ಲಿ ಉತ್ತರಪ್ರದೇಶದಂತ ಪರಿಸ್ಥಿತಿ ನಿರ್ಮಾಣವಾಗಿಲ್ಲ. ನಮ್ಮ ಜನರು ಆ ಮಟ್ಟಕ್ಕೆ ಹೋಗಿಲ್ಲ. ಹೀಗಾಗಿ ಗಲಭೆಕೋರರ ಮನೆಗಳ ಮೇಲೆ ಬುಲ್ಡೋಜರ್ ಹತ್ತಿಸುವುದಿಲ್ಲ ಎಂದರು. [208, 729, 363, 922]
gold-column [19, 297, 103, 477]
silver-price: 1,01,900 ರೂ. [106, 381, 190, 395]
mysuru-headline-2: 1,000 ಕೇಸ್; ಯುಪಿ ರೀತಿ ಬುಲ್ಡೋಜರ್ [270, 634, 462, 650]
vivekananda-portrait [158, 222, 186, 250]
minister-face [74, 502, 130, 572]
page-count: ಪುಟ: 04 [350, 193, 398, 209]
university-headline-2: ಹಿತದೃಷ್ಟಿಯಿಂದ ತೀರ್ಮಾನ: ಡಿ.ಕೆ.ಶಿ [540, 644, 797, 669]
issue-number: Issue: 91 [143, 193, 210, 209]
day: ಶನಿವಾರ [611, 193, 646, 209]
fuel-pump-image [106, 397, 190, 422]
mysuru-byline: ■ ಬದಲಾವಣೆ ಸುದ್ದಿ [208, 714, 270, 724]
date: 15-02-2025 [508, 193, 592, 209]
gold-header: ಚಿನ್ನ ಬೆಲೆ [19, 297, 103, 312]
registration-marks-right [893, 1524, 935, 1533]
mysuru-headline-3: ಬಳಸುವಷ್ಟು ಪರಿಸ್ಥಿತಿ ಹದಗೆಟ್ಟಿಲ್ಲ [268, 654, 464, 676]
